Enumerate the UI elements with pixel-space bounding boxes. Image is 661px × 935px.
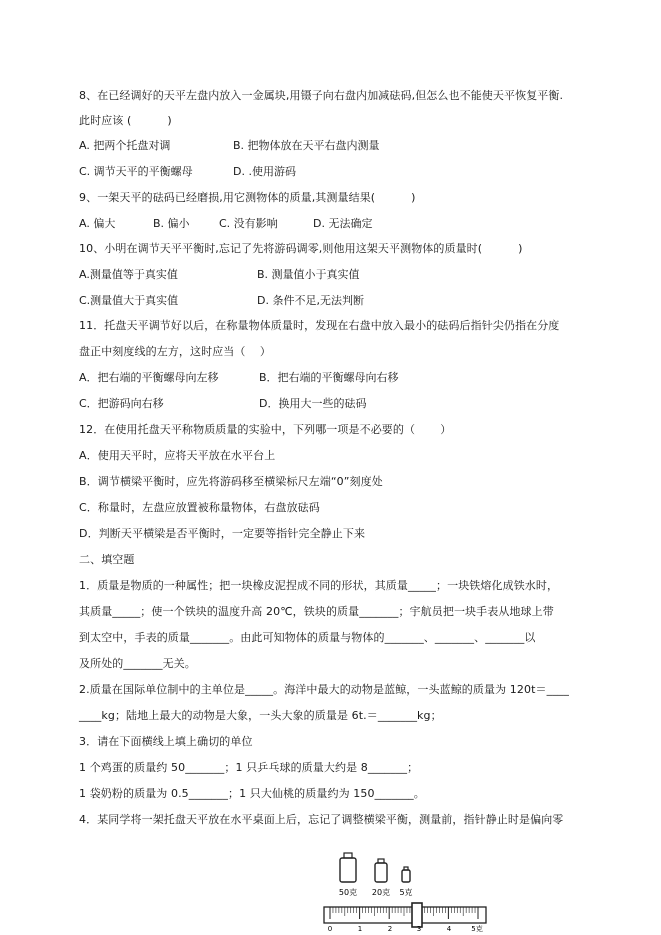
fill3-heading: 3．请在下面横线上填上确切的单位: [79, 735, 253, 748]
fill3-line2: 1 袋奶粉的质量为 0.5_______；1 只大仙桃的质量约为 150_______。: [79, 787, 425, 800]
section-heading: 二、填空题: [79, 553, 135, 566]
q12-option-b: B．调节横梁平衡时，应先将游码移至横梁标尺左端“0”刻度处: [79, 475, 383, 488]
q10-option-c: C.测量值大于真实值: [79, 294, 179, 307]
q11-option-d: D．换用大一些的砝码: [259, 397, 367, 410]
q10-option-b: B. 测量值小于真实值: [257, 268, 360, 281]
weight-20g: [375, 859, 387, 882]
q11-option-a: A．把右端的平衡螺母向左移: [79, 371, 219, 384]
fill4-line1: 4．某同学将一架托盘天平放在水平桌面上后，忘记了调整横梁平衡，测量前，指针静止时是偏向零: [79, 813, 564, 826]
q9-option-d: D. 无法确定: [313, 217, 373, 230]
fill1-line3: 到太空中，手表的质量_______。由此可知物体的质量与物体的_______、_______、_______以: [79, 631, 536, 644]
fill2-line1: 2.质量在国际单位制中的主单位是_____。海洋中最大的动物是蓝鲸，一头蓝鲸的质量为 120t＝____: [79, 683, 569, 696]
fill2-line2: ____kg；陆地上最大的动物是大象，一头大象的质量是 6t.＝_______kg；: [79, 709, 442, 722]
scale-label-4: 4: [446, 925, 452, 933]
q9-stem: 9、一架天平的砝码已经磨损,用它测物体的质量,其测量结果( ): [79, 191, 416, 204]
weight-50g-label: 50克: [338, 888, 358, 897]
q9-option-c: C. 没有影响: [219, 217, 278, 230]
q12-option-c: C．称量时，左盘应放置被称量物体，右盘放砝码: [79, 501, 320, 514]
weight-5g: [402, 867, 410, 882]
q8-stem-line1: 8、在已经调好的天平左盘内放入一金属块,用镊子向右盘内加减砝码,但怎么也不能使天平恢复平衡.: [79, 89, 564, 102]
q8-stem-line2: 此时应该 ( ): [79, 114, 172, 127]
weight-20g-label: 20克: [371, 888, 391, 897]
q10-option-d: D. 条件不足,无法判断: [257, 294, 364, 307]
q8-option-d: D. .使用游码: [233, 165, 296, 178]
scale-label-3: 3: [416, 925, 422, 933]
fill1-line2: 其质量_____；使一个铁块的温度升高 20℃，铁块的质量_______；宇航员把一块手表从地球上带: [79, 605, 554, 618]
q11-stem-line2: 盘正中刻度线的左方，这时应当（ ）: [79, 345, 271, 358]
fill3-line1: 1 个鸡蛋的质量约 50_______；1 只乒乓球的质量大约是 8_______；: [79, 761, 419, 774]
scale-label-5: 5克: [471, 925, 483, 933]
q9-option-b: B. 偏小: [153, 217, 190, 230]
q8-option-a: A. 把两个托盘对调: [79, 139, 171, 152]
scale-label-0: 0: [327, 925, 333, 933]
beam-scale: [324, 903, 486, 927]
weight-50g: [340, 853, 356, 882]
weight-5g-label: 5克: [399, 888, 413, 897]
scale-label-2: 2: [387, 925, 393, 933]
fill1-line1: 1．质量是物质的一种属性；把一块橡皮泥捏成不同的形状，其质量_____；一块铁熔化成铁水时，: [79, 579, 559, 592]
q12-option-a: A．使用天平时，应将天平放在水平台上: [79, 449, 276, 462]
q10-option-a: A.测量值等于真实值: [79, 268, 178, 281]
q9-option-a: A. 偏大: [79, 217, 116, 230]
scale-ticks: [330, 907, 478, 919]
q8-option-c: C. 调节天平的平衡螺母: [79, 165, 193, 178]
q11-option-c: C．把游码向右移: [79, 397, 164, 410]
q11-option-b: B．把右端的平衡螺母向右移: [259, 371, 399, 384]
balance-figure: [318, 845, 490, 935]
q10-stem: 10、小明在调节天平平衡时,忘记了先将游码调零,则他用这架天平测物体的质量时( ): [79, 242, 523, 255]
fill1-line4: 及所处的_______无关。: [79, 657, 196, 670]
q11-stem-line1: 11．托盘天平调节好以后，在称量物体质量时，发现在右盘中放入最小的砝码后指针尖仍指在分度: [79, 319, 560, 332]
scale-label-1: 1: [357, 925, 363, 933]
q12-stem: 12．在使用托盘天平称物质质量的实验中，下列哪一项是不必要的（ ）: [79, 423, 452, 436]
q12-option-d: D．判断天平横梁是否平衡时，一定要等指针完全静止下来: [79, 527, 366, 540]
rider-slider: [412, 903, 422, 927]
q8-option-b: B. 把物体放在天平右盘内测量: [233, 139, 380, 152]
